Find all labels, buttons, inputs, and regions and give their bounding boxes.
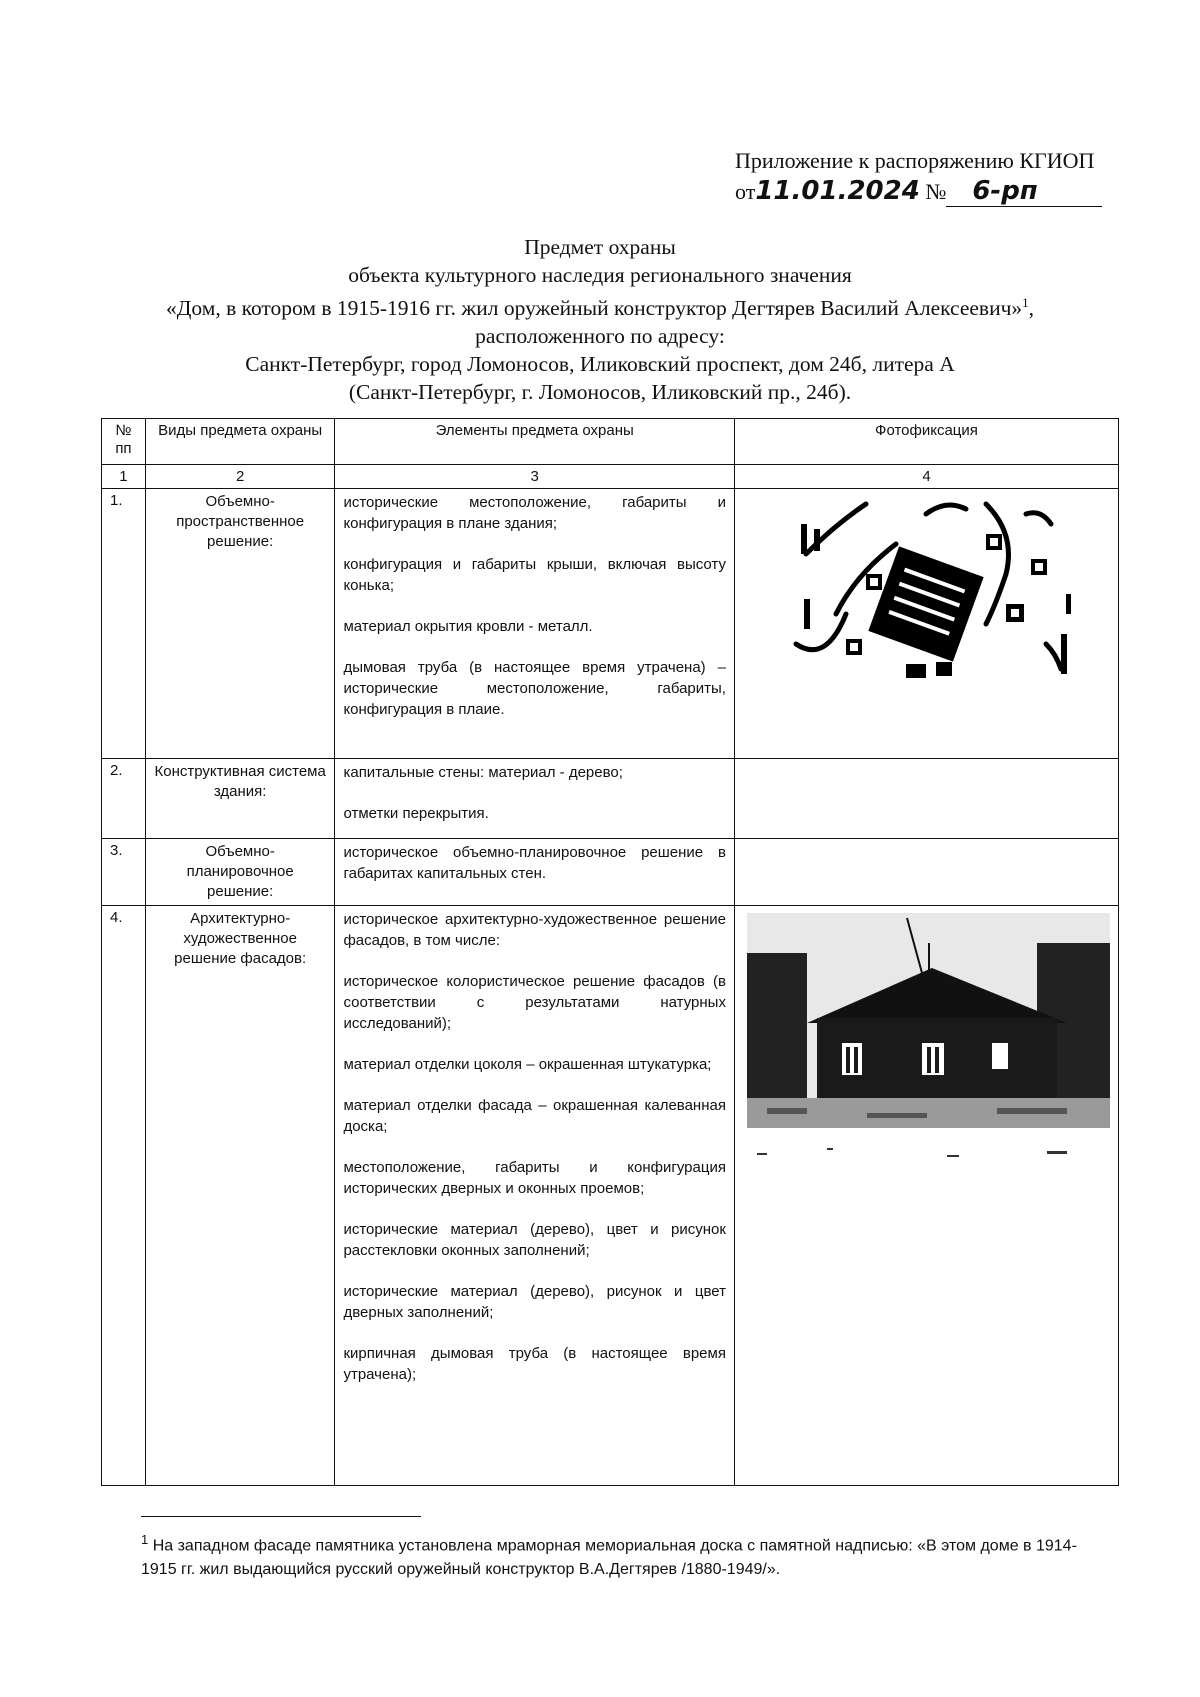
from-prefix: от <box>735 179 756 204</box>
row-kind: Объемно-пространственное решение: <box>145 489 335 759</box>
footnote-mark: 1 <box>141 1532 149 1547</box>
header-photo: Фотофиксация <box>734 419 1118 465</box>
row-elements <box>335 759 735 839</box>
empty-photo-cell <box>734 759 1118 839</box>
site-plan-image <box>776 494 1076 704</box>
element-item: историческое объемно-планировочное решение в габаритах капитальных стен. <box>343 844 726 882</box>
footnote-separator <box>141 1516 421 1517</box>
column-number: 4 <box>734 465 1118 489</box>
row-number: 1. <box>102 489 146 759</box>
row-kind: Объемно-планировочное решение: <box>145 839 335 906</box>
element-item: капитальные стены: материал - дерево; <box>343 764 623 781</box>
title-line-2: объекта культурного наследия регионального значения <box>348 263 852 287</box>
footnote <box>141 1528 1101 1582</box>
element-item: историческое архитектурно-художественное решение фасадов, в том числе: <box>343 911 726 949</box>
element-item: исторические местоположение, габариты и конфигурация в плане здания; <box>343 494 726 532</box>
number-sign: № <box>925 179 947 204</box>
element-item: местоположение, габариты и конфигурация исторических дверных и оконных проемов; <box>343 1159 726 1197</box>
table-row <box>102 759 1119 839</box>
row-elements <box>335 839 735 906</box>
table-row <box>102 839 1119 906</box>
element-item: отметки перекрытия. <box>343 805 489 822</box>
column-number: 1 <box>102 465 146 489</box>
header-elements: Элементы предмета охраны <box>335 419 735 465</box>
column-number: 2 <box>145 465 335 489</box>
row-number: 4. <box>102 906 146 1486</box>
column-number-row <box>102 465 1119 489</box>
row-elements <box>335 489 735 759</box>
table-row <box>102 489 1119 759</box>
house-photo-image <box>747 913 1110 1178</box>
table-row <box>102 906 1119 1486</box>
row-kind: Архитектурно-художественное решение фасадов: <box>145 906 335 1486</box>
element-item: дымовая труба (в настоящее время утрачена) – исторические местоположение, габариты, конфигурация в плаие. <box>343 659 726 718</box>
footnote-reference: 1 <box>1022 295 1029 310</box>
element-item: материал отделки цоколя – окрашенная штукатурка; <box>343 1056 712 1073</box>
title-comma: , <box>1028 296 1035 321</box>
empty-photo-cell <box>734 839 1118 906</box>
header-number: № пп <box>102 419 146 465</box>
site-plan-photo-cell <box>734 489 1118 759</box>
object-name: «Дом, в котором в 1915-1916 гг. жил оружейный конструктор Дегтярев Василий Алексеевич» <box>165 296 1023 321</box>
house-photo-cell <box>734 906 1118 1486</box>
table-header-row <box>102 419 1119 465</box>
element-item: исторические материал (дерево), рисунок и цвет дверных заполнений; <box>343 1283 726 1321</box>
title-line-4: расположенного по адресу: <box>475 324 725 349</box>
row-kind: Конструктивная система здания: <box>145 759 335 839</box>
row-number: 2. <box>102 759 146 839</box>
element-item: материал отделки фасада – окрашенная калеванная доска; <box>343 1097 726 1135</box>
appendix-header <box>735 146 1102 207</box>
element-item: историческое колористическое решение фасадов (в соответствии с результатами натурных исследований); <box>343 973 726 1032</box>
element-item: кирпичная дымовая труба (в настоящее время утрачена); <box>343 1345 726 1383</box>
title-line-5: Санкт-Петербург, город Ломоносов, Иликовский проспект, дом 24б, литера А <box>245 352 955 377</box>
title-line-6: (Санкт-Петербург, г. Ломоносов, Иликовский пр., 24б). <box>348 380 852 405</box>
row-number: 3. <box>102 839 146 906</box>
appendix-title: Приложение к распоряжению КГИОП <box>735 148 1095 173</box>
element-item: материал окрытия кровли - металл. <box>343 618 593 635</box>
protection-subject-table <box>101 418 1119 1486</box>
title-line-1: Предмет охраны <box>524 235 676 259</box>
column-number: 3 <box>335 465 735 489</box>
element-item: конфигурация и габариты крыши, включая высоту конька; <box>343 556 726 594</box>
document-title <box>0 233 1200 406</box>
order-date: 11.01.2024 <box>755 176 920 206</box>
order-reference <box>735 176 1102 207</box>
title-line-3 <box>0 289 1200 322</box>
footnote-text: На западном фасаде памятника установлена мраморная мемориальная доска с памятной надписью: «В этом доме в 1914-1915 гг. жил выдающийся русский оружейный конструктор В.А.Дегтярев /1880-1949/». <box>141 1537 1077 1579</box>
element-item: исторические материал (дерево), цвет и рисунок расстекловки оконных заполнений; <box>343 1221 726 1259</box>
header-kind: Виды предмета охраны <box>145 419 335 465</box>
order-number: 6-рп <box>946 176 1102 207</box>
row-elements <box>335 906 735 1486</box>
